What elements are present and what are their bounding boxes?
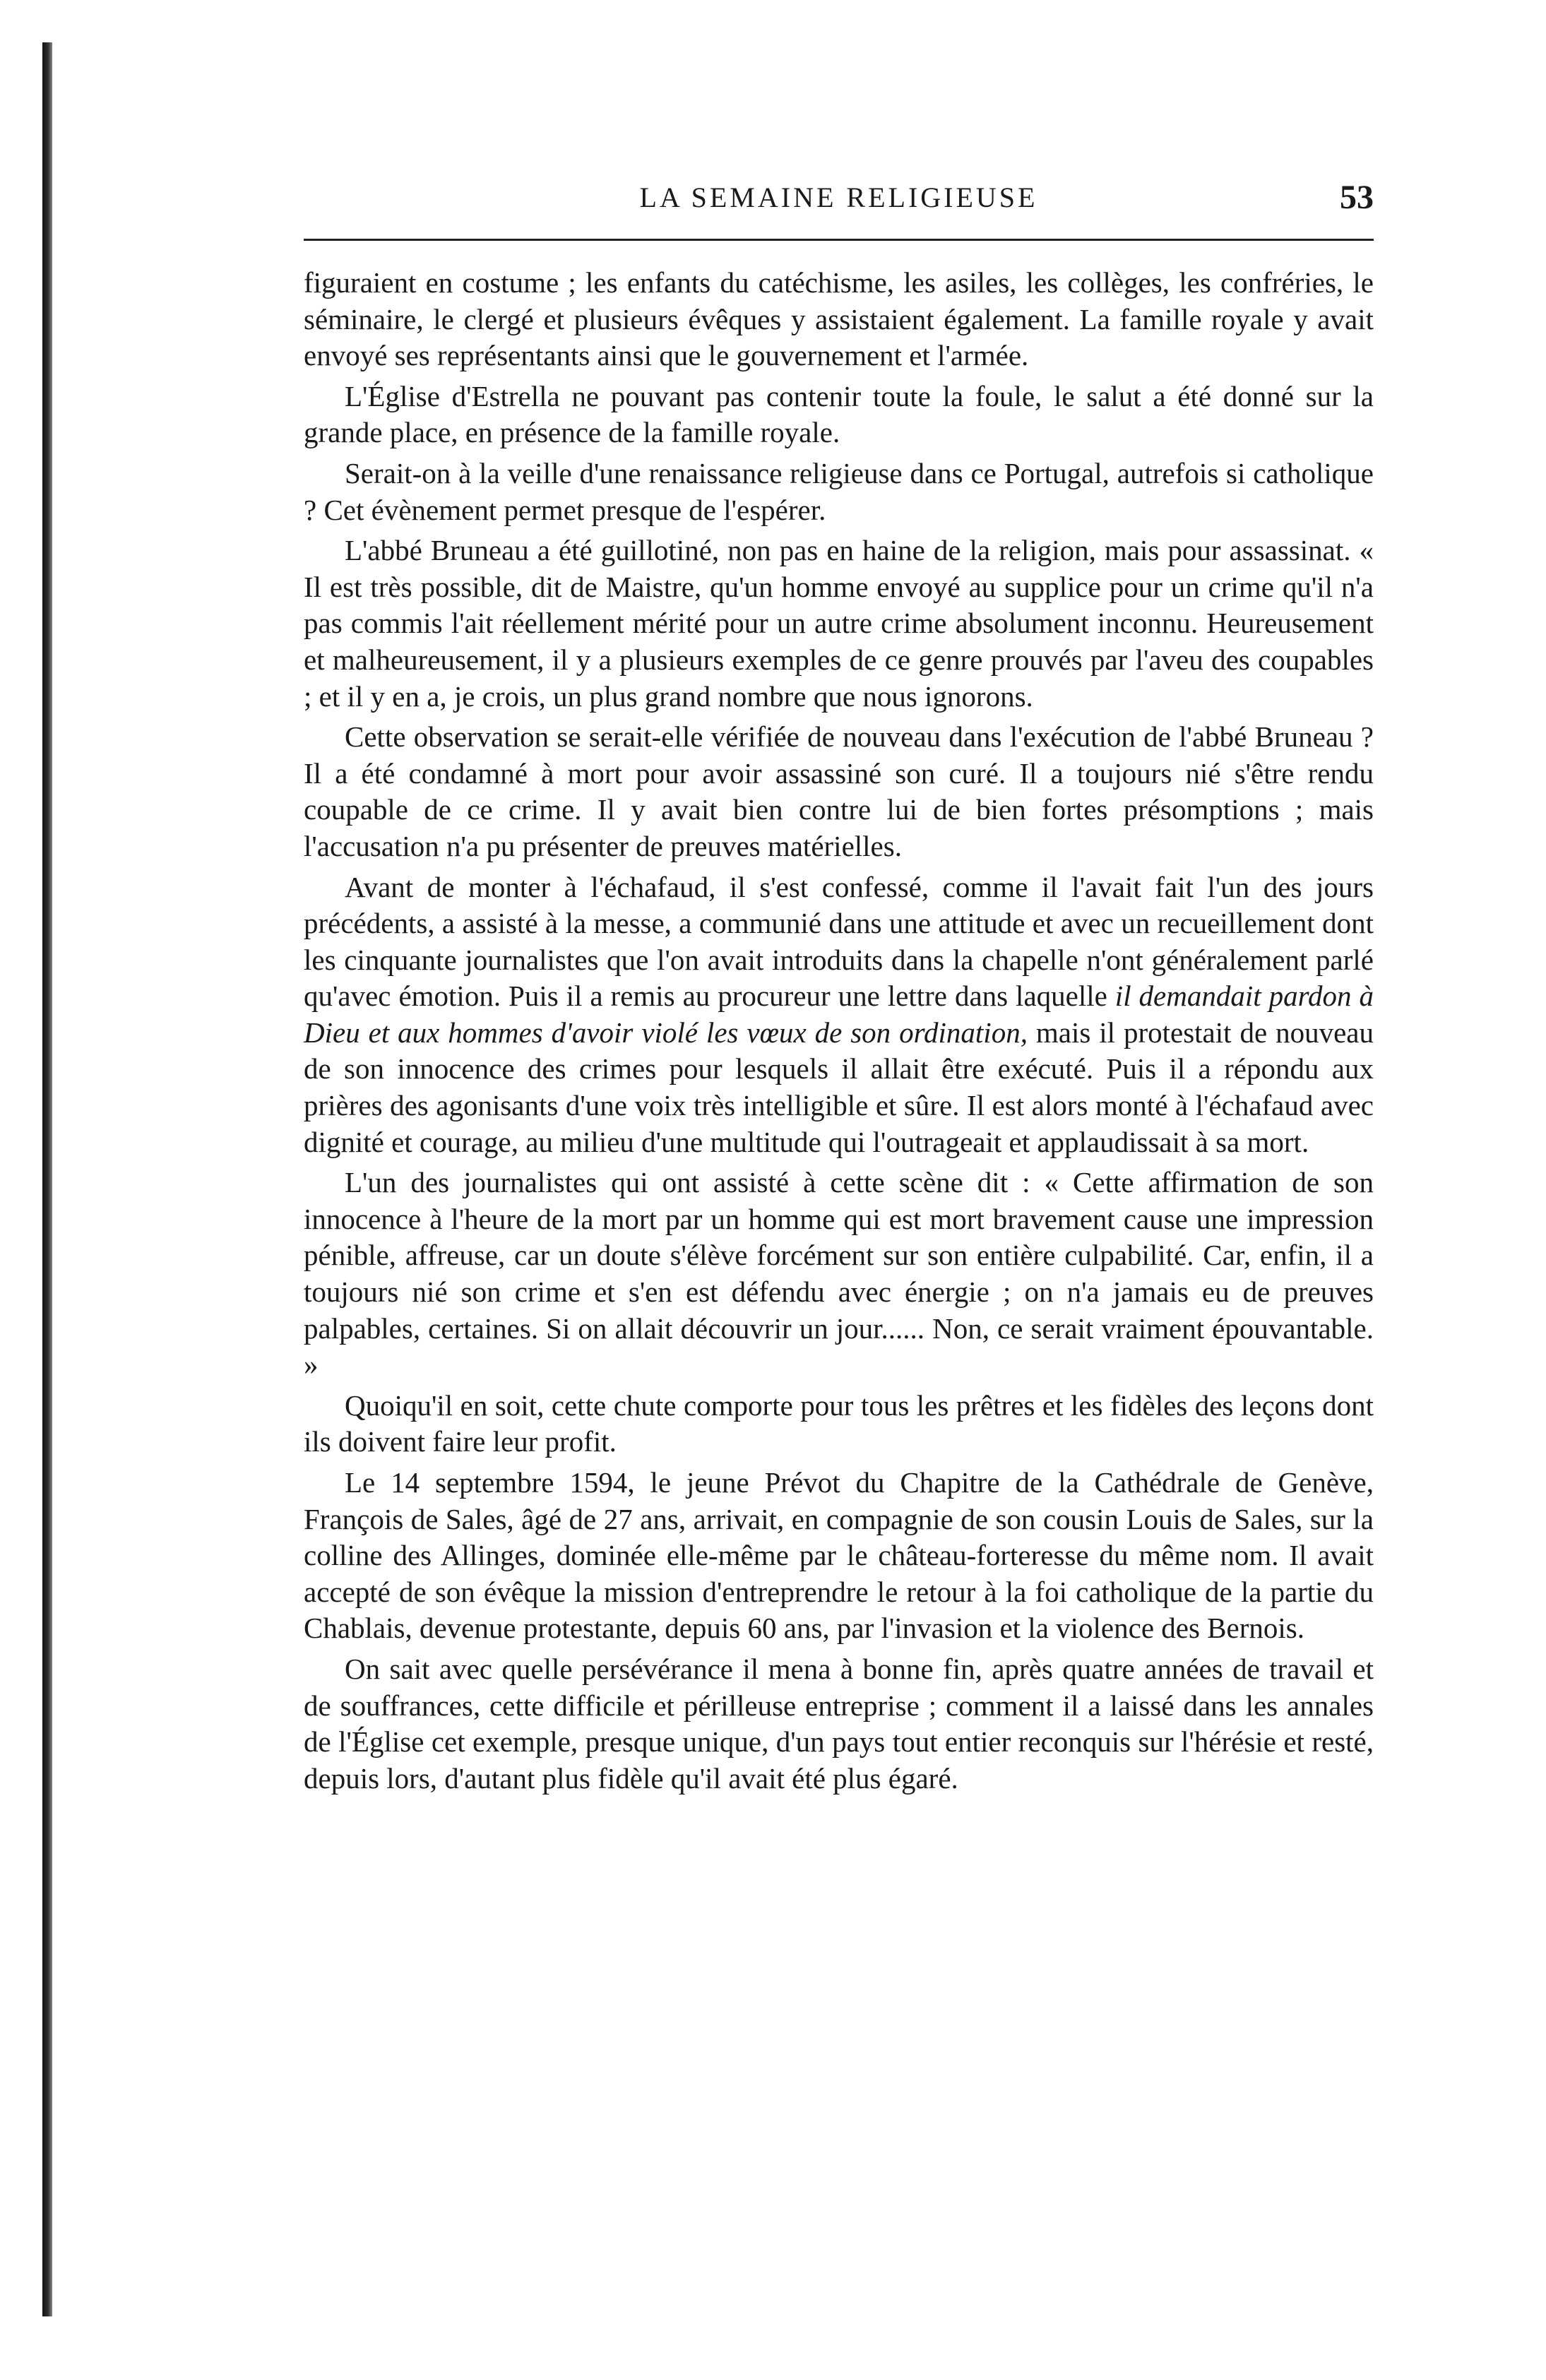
scan-edge [42, 42, 52, 2316]
paragraph-6-after: mais il protestait de nouveau de son innocence des crimes pour lesquels il allait être exécuté. Puis il a répondu aux prières des agonisants d'une voix très intelligible et sûre. Il est alors monté à l'échafaud avec dignité et courage, au milieu d'une multitude qui l'outrageait et applaudissait à sa mort. [304, 1016, 1374, 1158]
paragraph-2: L'Église d'Estrella ne pouvant pas contenir toute la foule, le salut a été donné sur la grande place, en présence de la famille royale. [304, 379, 1374, 449]
paragraph-3: Serait-on à la veille d'une renaissance religieuse dans ce Portugal, autrefois si catholique ? Cet évènement permet presque de l'espérer. [304, 456, 1374, 526]
header-rule [304, 239, 1374, 241]
paragraph-6 [304, 869, 1374, 1161]
paragraph-6-italic: il demandait pardon à Dieu et aux hommes d'avoir violé les vœux de son ordination, [304, 980, 1374, 1049]
paragraph-7: L'un des journalistes qui ont assisté à cette scène dit : « Cette affirmation de son innocence à l'heure de la mort par un homme qui est mort bravement cause une impression pénible, affreuse, car un doute s'élève forcément sur son entière culpabilité. Car, enfin, il a toujours nié son crime et s'en est défendu avec énergie ; on n'a jamais eu de preuves palpables, certaines. Si on allait découvrir un jour...... Non, ce serait vraiment épouvantable. » [304, 1166, 1374, 1381]
paragraph-8: Quoiqu'il en soit, cette chute comporte pour tous les prêtres et les fidèles des leçons dont ils doivent faire leur profit. [304, 1388, 1374, 1458]
paragraph-4: L'abbé Bruneau a été guillotiné, non pas en haine de la religion, mais pour assassinat. « Il est très possible, dit de Maistre, qu'un homme envoyé au supplice pour un crime qu'il n'a pas commis l'ait réellement mérité pour un autre crime absolument inconnu. Heureusement et malheureusement, il y a plusieurs exemples de ce genre prouvés par l'aveu des coupables ; et il y en a, je crois, un plus grand nombre que nous ignorons. [304, 534, 1374, 713]
running-title: LA SEMAINE RELIGIEUSE [639, 182, 1038, 213]
paragraph-10: On sait avec quelle persévérance il mena à bonne fin, après quatre années de travail et de souffrances, cette difficile et périlleuse entreprise ; comment il a laissé dans les annales de l'Église cet exemple, presque unique, d'un pays tout entier reconquis sur l'hérésie et resté, depuis lors, d'autant plus fidèle qu'il avait été plus égaré. [304, 1652, 1374, 1795]
paragraph-6-before: Avant de monter à l'échafaud, il s'est confessé, comme il l'avait fait l'un des jours précédents, a assisté à la messe, a communié dans une attitude et avec un recueillement dont les cinquante journalistes que l'on avait introduits dans la chapelle n'ont généralement parlé qu'avec émotion. Puis il a remis au procureur une lettre dans laquelle [304, 870, 1374, 1013]
article-body [304, 265, 1374, 1801]
paragraph-1: figuraient en costume ; les enfants du catéchisme, les asiles, les collèges, les confréries, le séminaire, le clergé et plusieurs évêques y assistaient également. La famille royale y avait envoyé ses représentants ainsi que le gouvernement et l'armée. [304, 266, 1374, 372]
page-header [304, 177, 1374, 226]
paragraph-5: Cette observation se serait-elle vérifiée de nouveau dans l'exécution de l'abbé Bruneau ? Il a été condamné à mort pour avoir assassiné son curé. Il a toujours nié s'être rendu coupable de ce crime. Il y avait bien contre lui de bien fortes présomptions ; mais l'accusation n'a pu présenter de preuves matérielles. [304, 720, 1374, 862]
page-number: 53 [1340, 179, 1374, 216]
paragraph-9: Le 14 septembre 1594, le jeune Prévot du Chapitre de la Cathédrale de Genève, François de Sales, âgé de 27 ans, arrivait, en compagnie de son cousin Louis de Sales, sur la colline des Allinges, dominée elle-même par le château-forteresse du même nom. Il avait accepté de son évêque la mission d'entreprendre le retour à la foi catholique de la partie du Chablais, devenue protestante, depuis 60 ans, par l'invasion et la violence des Bernois. [304, 1466, 1374, 1645]
